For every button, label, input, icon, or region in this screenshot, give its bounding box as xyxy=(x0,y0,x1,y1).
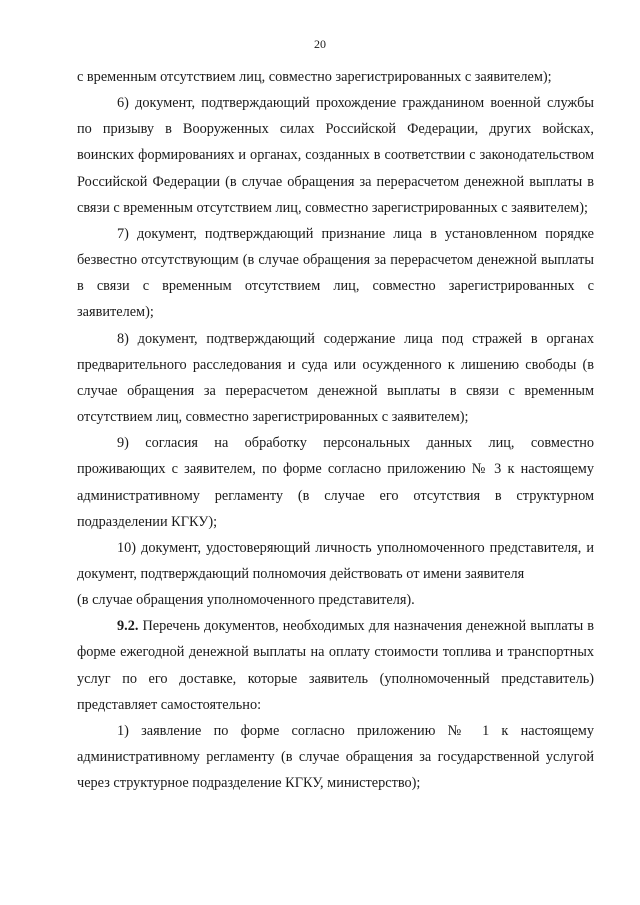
list-item-10-note: (в случае обращения уполномоченного представителя). xyxy=(77,592,415,609)
list-item-6: 6) документ, подтверждающий прохождение гражданином военной службы по призыву в Вооруженных силах Российской Федерации, других войсках, воинских формированиях и органах, созданных в соответствии с законодательством Российской Федерации (в случае обращения за перерасчетом денежной выплаты в связи с временным отсутствием лиц, совместно зарегистрированных с заявителем); xyxy=(77,95,594,216)
page-number: 20 xyxy=(314,37,326,51)
section-number: 9.2. xyxy=(117,618,139,635)
section-9-2 xyxy=(77,613,594,718)
list-item-9: 9) согласия на обработку персональных данных лиц, совместно проживающих с заявителем, по форме согласно приложению № 3 к настоящему административному регламенту (в случае его отсутствия в структурном подразделении КГКУ); xyxy=(77,435,594,530)
list-item-10: 10) документ, удостоверяющий личность уполномоченного представителя, и документ, подтверждающий полномочия действовать от имени заявителя xyxy=(77,539,594,582)
list-item-7: 7) документ, подтверждающий признание лица в установленном порядке безвестно отсутствующим (в случае обращения за перерасчетом денежной выплаты в связи с временным отсутствием лиц, совместно зарегистрированных с заявителем); xyxy=(77,225,594,321)
paragraph-continuation: с временным отсутствием лиц, совместно зарегистрированных с заявителем); xyxy=(77,69,552,85)
section-text: Перечень документов, необходимых для назначения денежной выплаты в форме ежегодной денежной выплаты на оплату стоимости топлива и транспортных услуг по его доставке, которые заявитель (уполномоченный представитель) представляет самостоятельно: xyxy=(77,618,594,713)
list-item-8: 8) документ, подтверждающий содержание лица под стражей в органах предварительного расследования и суда или осужденного к лишению свободы (в случае обращения за перерасчетом денежной выплаты в связи с временным отсутствием лиц, совместно зарегистрированных с заявителем); xyxy=(77,330,594,426)
document-body xyxy=(77,64,594,796)
list-item-1: 1) заявление по форме согласно приложению № 1 к настоящему административному регламенту (в случае обращения за государственной услугой через структурное подразделение КГКУ, министерство); xyxy=(77,722,594,792)
